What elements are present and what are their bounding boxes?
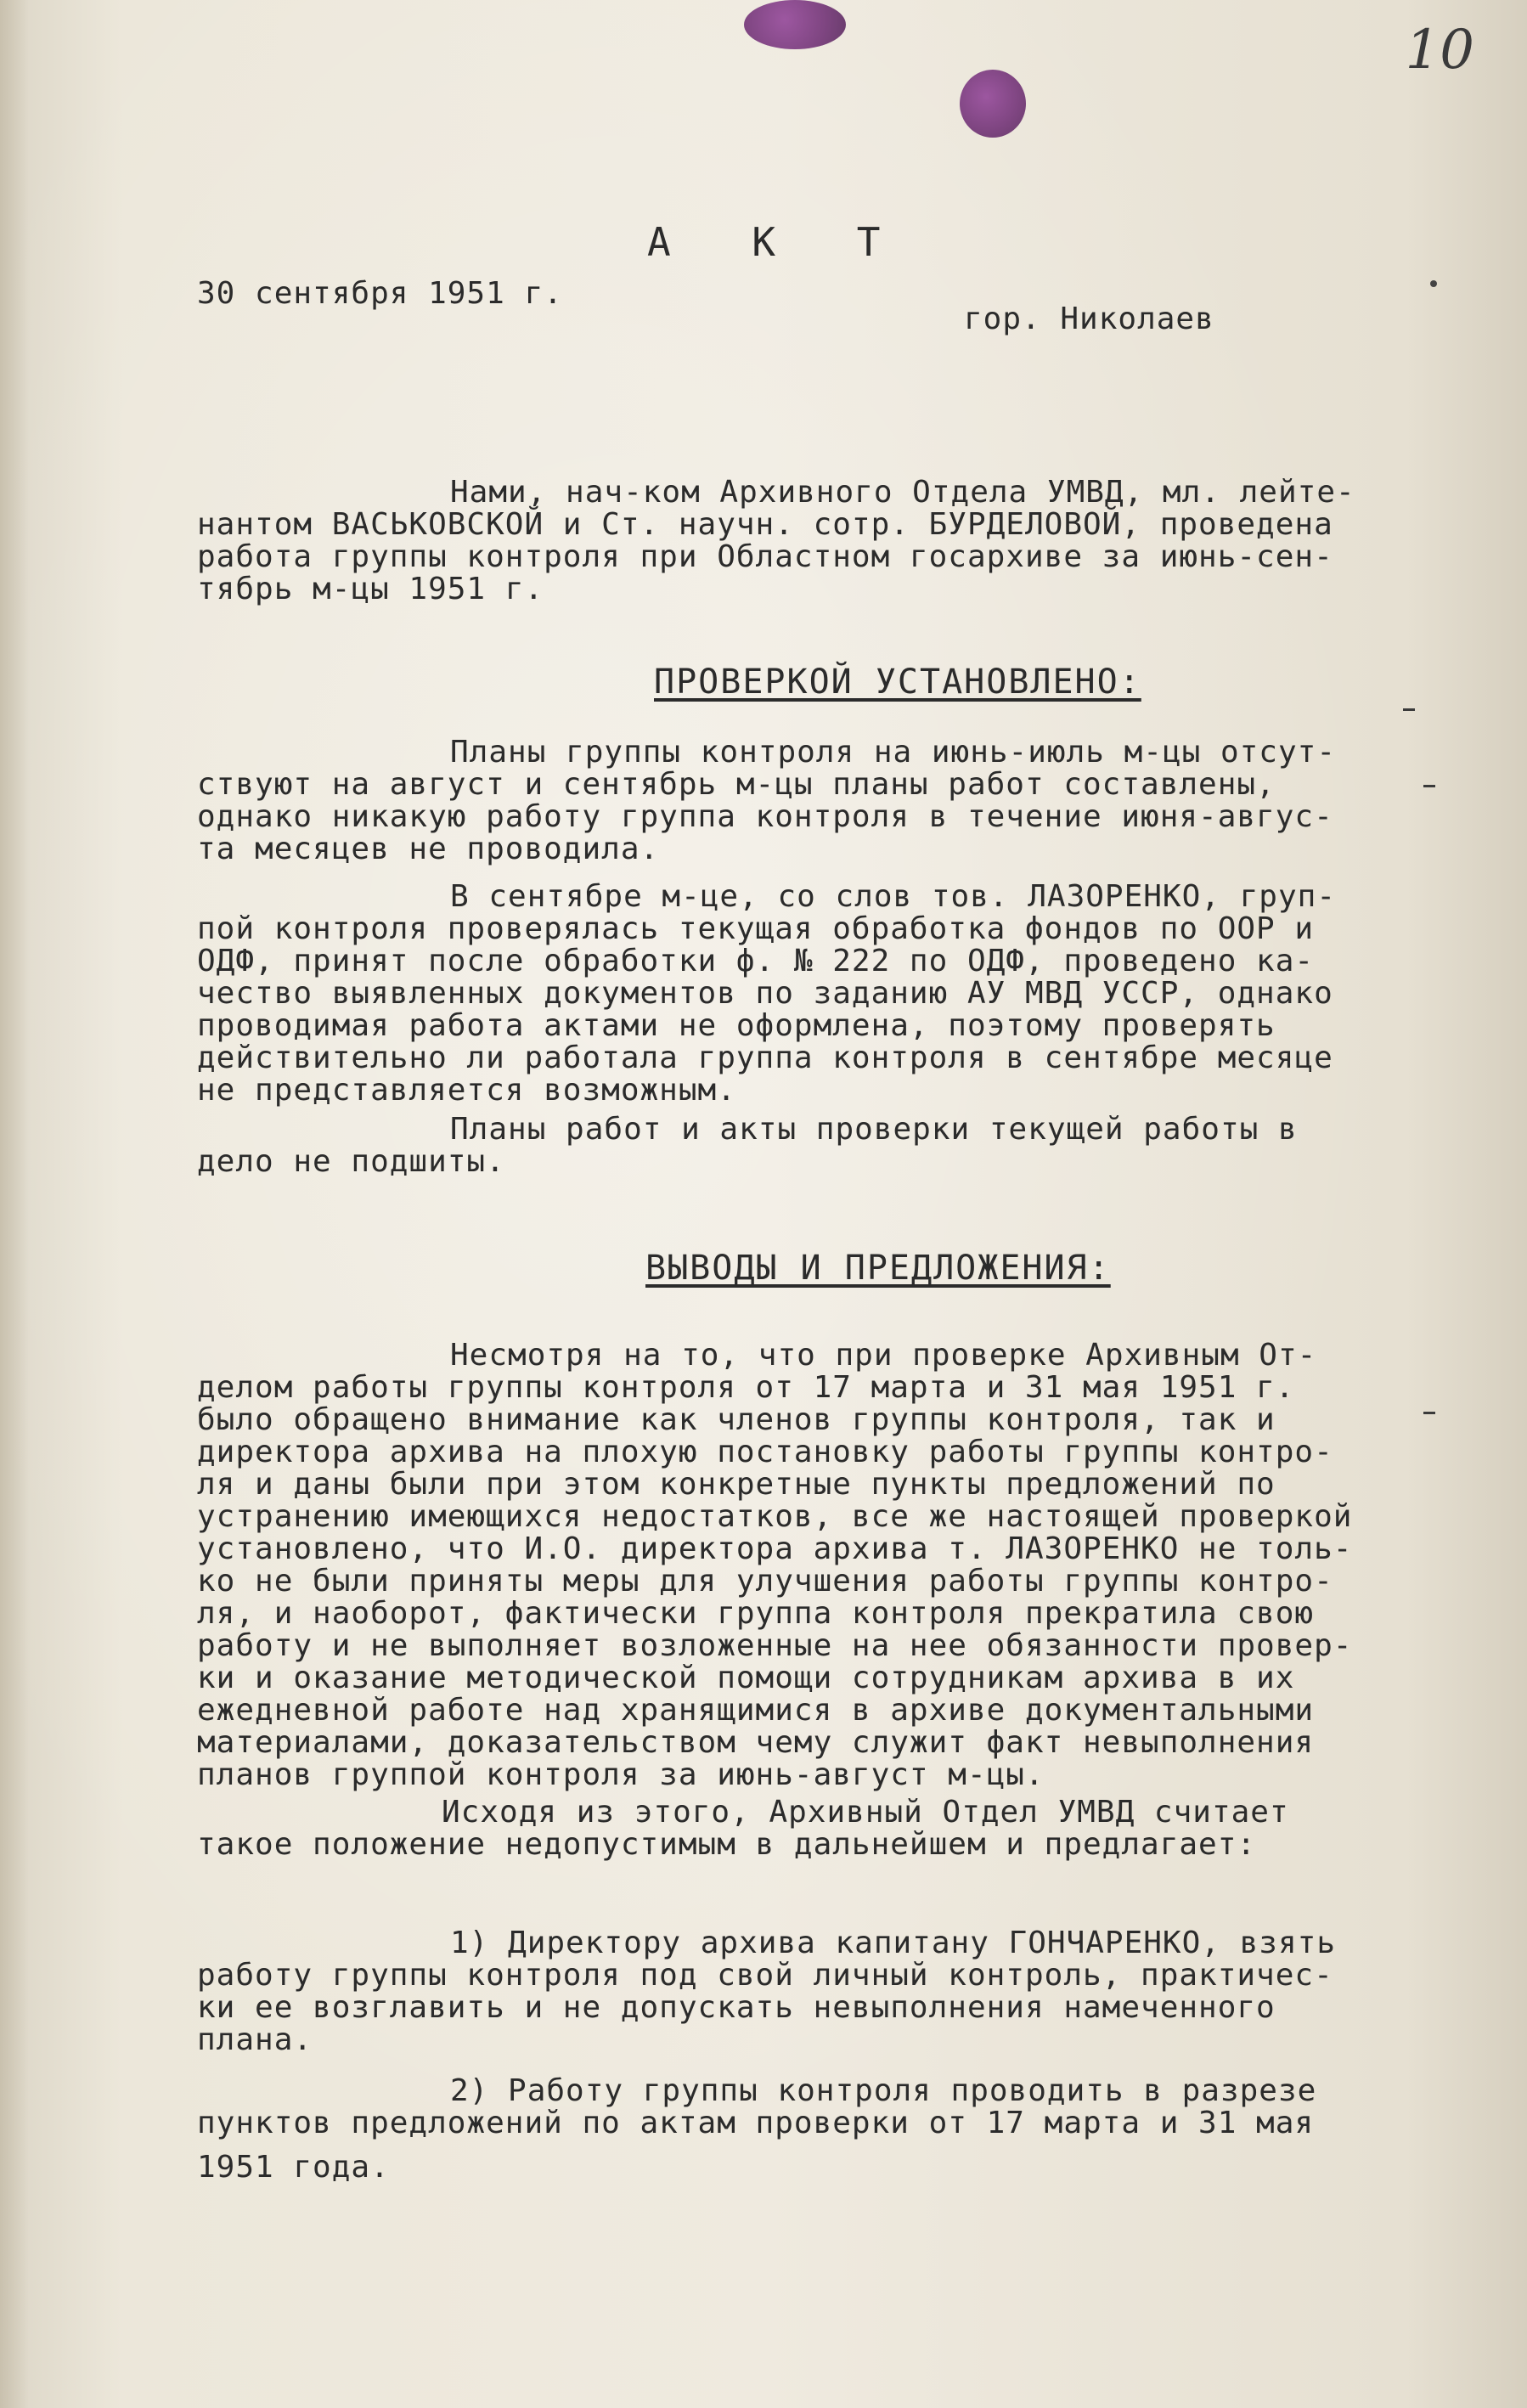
conclusions-line: делом работы группы контроля от 17 марта и 31 мая 1951 г.: [197, 1370, 1295, 1405]
findings-line: пой контроля проверялась текущая обработка фондов по ООР и: [197, 911, 1315, 946]
findings-line: ОДФ, принят после обработки ф. № 222 по ОДФ, проведено ка-: [197, 944, 1315, 978]
conclusions-line: ко не были приняты меры для улучшения работы группы контро-: [197, 1564, 1333, 1599]
section-heading: ВЫВОДЫ И ПРЕДЛОЖЕНИЯ:: [645, 1249, 1111, 1288]
conclusions-line: планов группой контроля за июнь-август м-цы.: [197, 1757, 1045, 1792]
conclusions-line: устранению имеющихся недостатков, все же настоящей проверкой: [197, 1499, 1353, 1534]
findings-line: чество выявленных документов по заданию АУ МВД УССР, однако: [197, 976, 1333, 1011]
findings-line: не представляется возможным.: [197, 1073, 736, 1108]
page-fold-shadow: [0, 0, 29, 2408]
ink-stain: [744, 0, 846, 49]
intro-line: тябрь м-цы 1951 г.: [197, 572, 544, 606]
findings-line: Планы группы контроля на июнь-июль м-цы отсут-: [450, 735, 1336, 770]
conclusions-line: установлено, что И.О. директора архива т. ЛАЗОРЕНКО не толь-: [197, 1531, 1353, 1566]
conclusions-line: Несмотря на то, что при проверке Архивным От-: [450, 1338, 1317, 1373]
margin-mark: [1403, 708, 1415, 711]
conclusions-line: было обращено внимание как членов группы контроля, так и: [197, 1402, 1276, 1437]
conclusions-line: такое положение недопустимым в дальнейшем и предлагает:: [197, 1827, 1257, 1862]
intro-line: Нами, нач-ком Архивного Отдела УМВД, мл. лейте-: [450, 475, 1355, 510]
page-number: 10: [1405, 19, 1474, 82]
findings-line: ствуют на август и сентябрь м-цы планы работ составлены,: [197, 767, 1276, 802]
conclusions-line: материалами, доказательством чему служит факт невыполнения: [197, 1725, 1315, 1760]
conclusions-line: ки и оказание методической помощи сотрудникам архива в их: [197, 1661, 1295, 1695]
findings-line: та месяцев не проводила.: [197, 832, 660, 866]
findings-line: В сентябре м-це, со слов тов. ЛАЗОРЕНКО, груп-: [450, 879, 1336, 914]
document-title: А К Т: [647, 219, 910, 265]
conclusions-line: работу и не выполняет возложенные на нее обязанности провер-: [197, 1628, 1353, 1663]
conclusions-line: Исходя из этого, Архивный Отдел УМВД считает: [442, 1795, 1289, 1830]
document-place: гор. Николаев: [964, 302, 1214, 336]
proposal-line: плана.: [197, 2022, 313, 2057]
conclusions-line: ля, и наоборот, фактически группа контроля прекратила свою: [197, 1596, 1315, 1631]
proposal-line: работу группы контроля под свой личный контроль, практичес-: [197, 1958, 1333, 1993]
margin-mark: [1423, 1412, 1435, 1414]
conclusions-line: директора архива на плохую постановку работы группы контро-: [197, 1435, 1333, 1469]
proposal-line: 1) Директору архива капитану ГОНЧАРЕНКО, взять: [450, 1926, 1336, 1960]
findings-line: дело не подшиты.: [197, 1144, 505, 1179]
proposal-line: 2) Работу группы контроля проводить в разрезе: [450, 2073, 1317, 2108]
proposal-line: 1951 года.: [197, 2150, 390, 2185]
document-date: 30 сентября 1951 г.: [197, 276, 563, 311]
proposal-line: ки ее возглавить и не допускать невыполнения намеченного: [197, 1990, 1276, 2025]
section-heading: ПРОВЕРКОЙ УСТАНОВЛЕНО:: [654, 663, 1141, 702]
conclusions-line: ежедневной работе над хранящимися в архиве документальными: [197, 1693, 1315, 1728]
ink-stain: [960, 70, 1026, 138]
conclusions-line: ля и даны были при этом конкретные пункты предложений по: [197, 1467, 1276, 1502]
findings-line: проводимая работа актами не оформлена, поэтому проверять: [197, 1008, 1276, 1043]
proposal-line: пунктов предложений по актам проверки от 17 марта и 31 мая: [197, 2106, 1315, 2140]
findings-line: однако никакую работу группа контроля в течение июня-авгус-: [197, 799, 1333, 834]
intro-line: нантом ВАСЬКОВСКОЙ и Ст. научн. сотр. БУРДЕЛОВОЙ, проведена: [197, 507, 1333, 542]
findings-line: Планы работ и акты проверки текущей работы в: [450, 1112, 1298, 1147]
margin-mark: [1423, 785, 1435, 787]
findings-line: действительно ли работала группа контроля в сентябре месяце: [197, 1040, 1333, 1075]
margin-dot: [1430, 280, 1437, 287]
intro-line: работа группы контроля при Областном госархиве за июнь-сен-: [197, 539, 1333, 574]
